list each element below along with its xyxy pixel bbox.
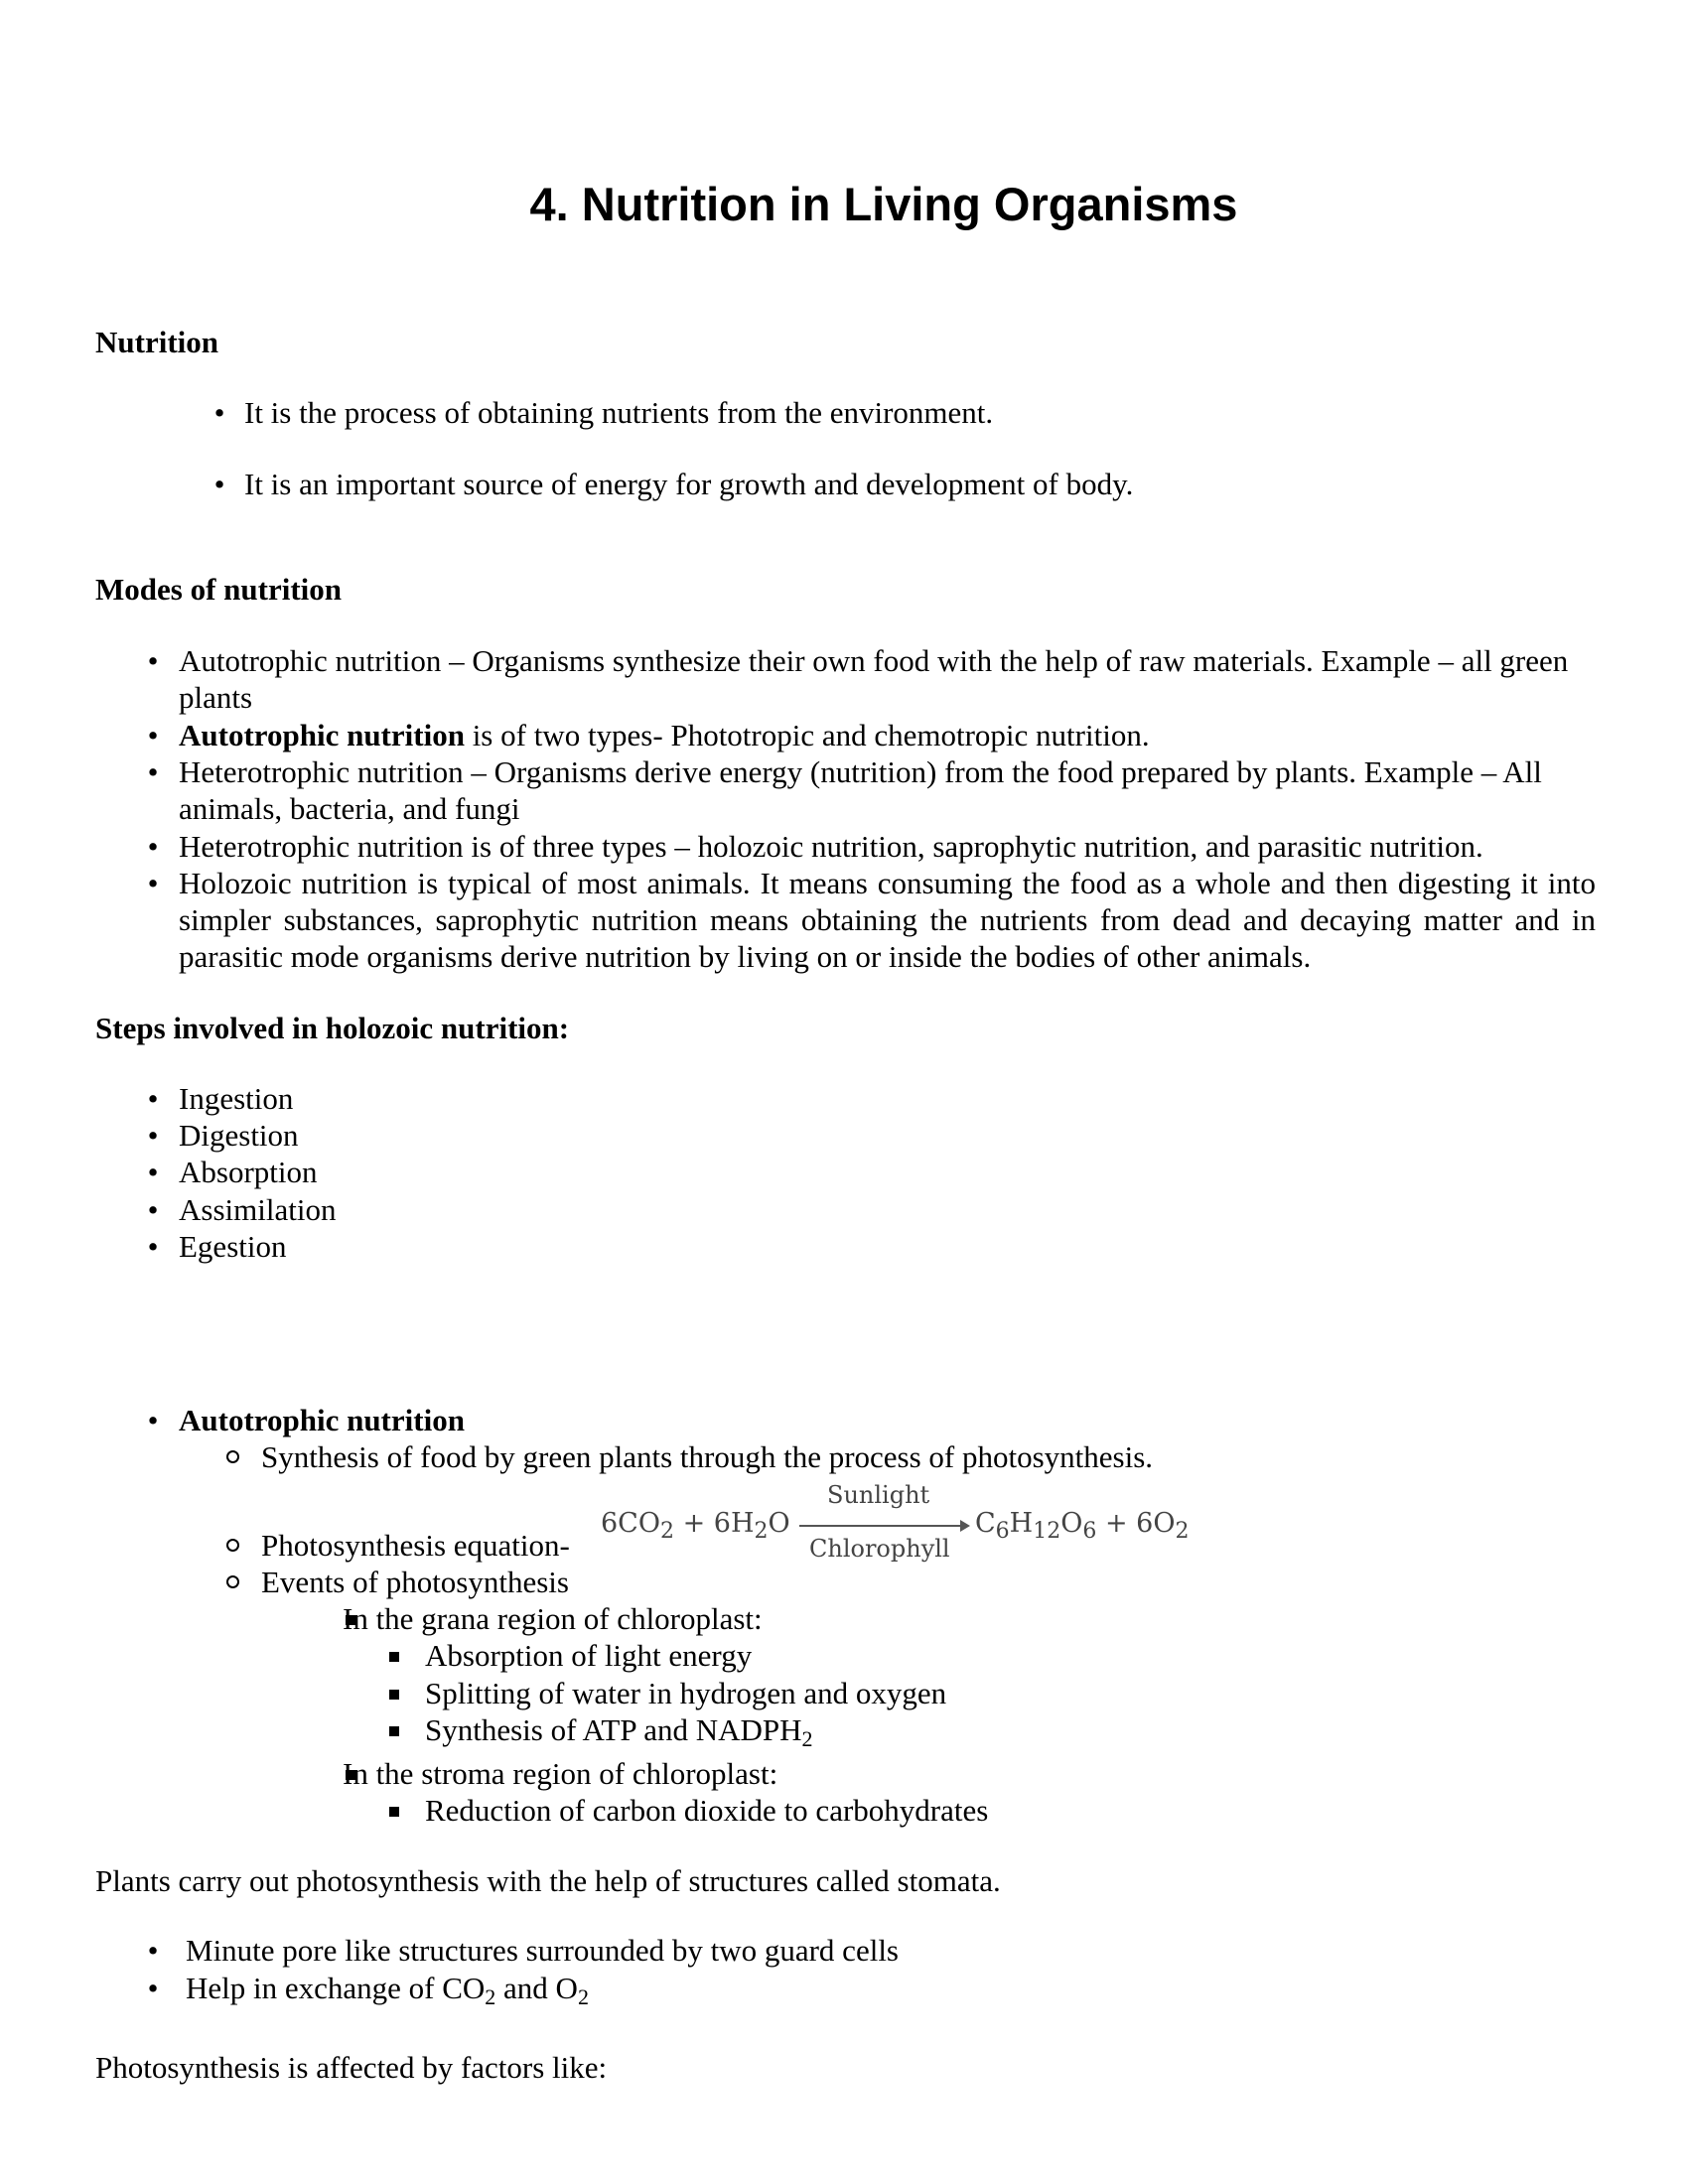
list-item: [179, 717, 1599, 753]
page-title: 4. Nutrition in Living Organisms: [529, 178, 1238, 230]
bullet-icon: [142, 1191, 164, 1228]
circle-bullet-icon: [226, 1527, 239, 1564]
bullet-icon: [142, 828, 164, 865]
list-item: Reduction of carbon dioxide to carbohydrates: [425, 1793, 989, 1828]
list-item: Heterotrophic nutrition – Organisms derive energy (nutrition) from the food prepared by plants. Example – All animals, bacteria, and fungi: [179, 754, 1542, 826]
list-item: In the grana region of chloroplast:: [343, 1601, 763, 1636]
list-item: It is an important source of energy for growth and development of body.: [244, 467, 1134, 501]
list-item: Absorption: [179, 1155, 318, 1189]
list-item: [425, 1711, 813, 1751]
bullet-icon: [142, 717, 164, 753]
subscript: 2: [485, 1984, 496, 2009]
bullet-icon: [142, 865, 164, 901]
list-item-text: Synthesis of ATP and NADPH: [425, 1712, 802, 1747]
subscript: 2: [577, 1984, 589, 2009]
section-heading-modes: Modes of nutrition: [95, 572, 342, 607]
section-heading-nutrition: Nutrition: [95, 325, 218, 359]
bullet-icon: [142, 1117, 164, 1154]
list-item: Events of photosynthesis: [261, 1565, 569, 1599]
list-item: It is the process of obtaining nutrients from the environment.: [244, 395, 994, 430]
section-heading-autotrophic: Autotrophic nutrition: [179, 1403, 465, 1437]
square-bullet-icon: [389, 1792, 399, 1829]
list-item: Autotrophic nutrition – Organisms synthesize their own food with the help of raw materials. Example – all green plants: [179, 643, 1569, 715]
list-item: Synthesis of food by green plants through the process of photosynthesis.: [261, 1439, 1154, 1474]
square-bullet-icon: [389, 1637, 399, 1674]
list-item: Assimilation: [179, 1192, 337, 1227]
list-item: In the stroma region of chloroplast:: [343, 1756, 778, 1791]
bullet-icon: [142, 1932, 164, 1969]
list-item-text: and O: [495, 1971, 578, 2005]
bullet-icon: [142, 1970, 164, 2006]
list-item: Ingestion: [179, 1081, 294, 1116]
bullet-icon: [209, 466, 230, 502]
subscript: 2: [801, 1726, 813, 1751]
paragraph: Plants carry out photosynthesis with the help of structures called stomata.: [95, 1863, 1001, 1898]
bullet-icon: [142, 1228, 164, 1265]
circle-bullet-icon: [226, 1564, 239, 1600]
equation-reactants: $6CO_2 + 6H_2O$: [601, 1508, 790, 1544]
bullet-icon: [142, 1080, 164, 1117]
bullet-icon: [142, 1402, 164, 1438]
circle-bullet-icon: [226, 1438, 239, 1475]
bullet-icon: [142, 753, 164, 790]
list-item: Digestion: [179, 1118, 299, 1153]
list-item-text: Help in exchange of CO: [186, 1971, 486, 2005]
square-bullet-icon: [389, 1711, 399, 1748]
square-bullet-icon: [389, 1675, 399, 1711]
list-item-text: is of two types- Phototropic and chemotropic nutrition.: [464, 718, 1150, 752]
equation-label: Photosynthesis equation-: [261, 1528, 570, 1563]
arrowhead-icon: [960, 1520, 970, 1532]
equation-products: $C_6H_{12}O_6 + 6O_2$: [975, 1508, 1190, 1544]
list-item: Heterotrophic nutrition is of three types – holozoic nutrition, saprophytic nutrition, and parasitic nutrition.: [179, 829, 1483, 864]
paragraph: Photosynthesis is affected by factors like:: [95, 2050, 608, 2085]
list-item: Egestion: [179, 1229, 287, 1264]
list-item: Minute pore like structures surrounded by two guard cells: [186, 1933, 899, 1968]
list-item: Splitting of water in hydrogen and oxygen: [425, 1676, 947, 1710]
list-item: Holozoic nutrition is typical of most animals. It means consuming the food as a whole and then digesting it into simpler substances, saprophytic nutrition means obtaining the nutrients from dead and decaying matter and in parasitic mode organisms derive nutrition by living on or inside the bodies of other animals.: [179, 866, 1596, 974]
list-item: [186, 1970, 589, 2009]
equation-condition-chlorophyll: Chlorophyll: [809, 1535, 950, 1563]
bullet-icon: [142, 642, 164, 679]
bullet-icon: [142, 1154, 164, 1190]
equation-condition-sunlight: Sunlight: [827, 1481, 930, 1509]
photosynthesis-equation: [601, 1477, 1196, 1569]
bullet-icon: [209, 394, 230, 431]
section-heading-steps: Steps involved in holozoic nutrition:: [95, 1011, 570, 1045]
bold-term: Autotrophic nutrition: [179, 718, 465, 752]
list-item: Absorption of light energy: [425, 1638, 753, 1673]
arrow-icon: [799, 1525, 965, 1527]
